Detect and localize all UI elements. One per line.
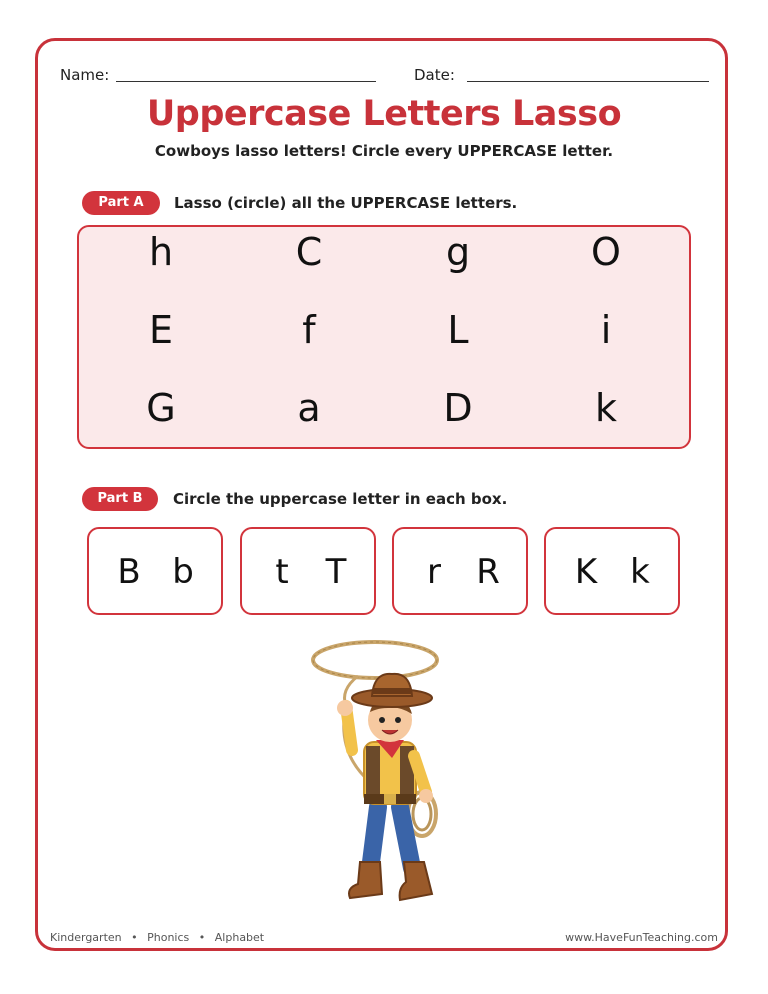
footer-tag: Phonics [147, 931, 190, 944]
footer-separator: • [131, 931, 138, 944]
page-subtitle: Cowboys lasso letters! Circle every UPPERCASE letter. [154, 142, 614, 160]
name-label: Name: [60, 66, 110, 84]
footer-separator: • [198, 931, 206, 944]
letter-cell[interactable]: a [297, 386, 321, 430]
letter-choice[interactable]: K [574, 552, 598, 592]
letter-cell[interactable]: G [146, 386, 176, 430]
letter-cell[interactable]: f [302, 308, 316, 352]
name-line[interactable] [116, 81, 376, 82]
letter-choice[interactable]: T [325, 552, 347, 592]
name-date-row [60, 66, 710, 86]
date-line[interactable] [467, 81, 709, 82]
part-b-instruction: Circle the uppercase letter in each box. [173, 490, 508, 508]
letter-cell[interactable]: L [447, 308, 469, 352]
part-a-letter-grid [77, 225, 691, 449]
page-title: Uppercase Letters Lasso [146, 94, 622, 134]
cowboy-with-lasso-icon [300, 632, 470, 910]
letter-cell[interactable]: O [591, 230, 621, 274]
letter-choice[interactable]: B [117, 552, 141, 592]
date-label: Date: [414, 66, 455, 84]
letter-cell[interactable]: i [600, 308, 612, 352]
part-b-badge: Part B [82, 487, 158, 511]
letter-cell[interactable]: g [445, 230, 471, 274]
part-a-instruction: Lasso (circle) all the UPPERCASE letters. [174, 194, 518, 212]
footer-tag: Alphabet [214, 931, 265, 944]
letter-choice[interactable]: R [476, 552, 500, 592]
footer-website-link[interactable]: www.HaveFunTeaching.com [565, 931, 718, 944]
letter-pair-box [392, 527, 528, 615]
footer-tags [50, 931, 264, 944]
letter-cell[interactable]: C [295, 230, 323, 274]
letter-pair-box [87, 527, 223, 615]
letter-choice[interactable]: t [275, 552, 289, 592]
letter-cell[interactable]: D [443, 386, 473, 430]
letter-cell[interactable]: h [148, 230, 174, 274]
letter-choice[interactable]: b [172, 552, 194, 592]
letter-choice[interactable]: k [630, 552, 650, 592]
letter-cell[interactable]: k [594, 386, 617, 430]
footer-tag: Kindergarten [50, 931, 122, 944]
letter-cell[interactable]: E [148, 308, 173, 352]
letter-pair-box [240, 527, 376, 615]
letter-pair-box [544, 527, 680, 615]
part-a-badge: Part A [82, 191, 160, 215]
letter-choice[interactable]: r [427, 552, 441, 592]
